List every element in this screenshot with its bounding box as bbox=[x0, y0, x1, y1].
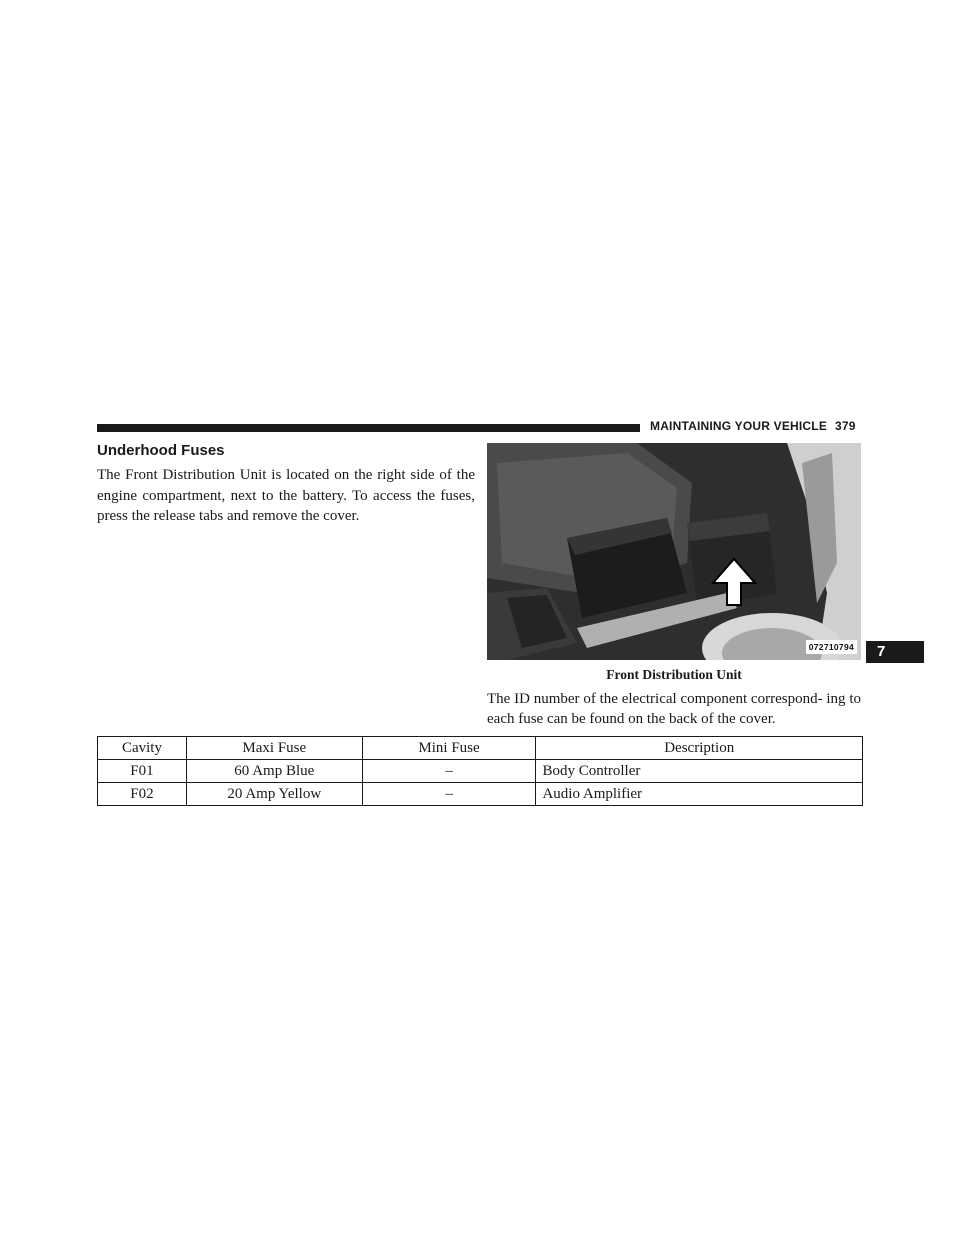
table-header-row bbox=[98, 737, 863, 760]
intro-paragraph: The Front Distribution Unit is located on the right side of the engine compartment, next to the battery. To access the fuses, press the release tabs and remove the cover. bbox=[97, 467, 475, 524]
cell-cavity: F01 bbox=[98, 760, 187, 783]
engine-bay-image bbox=[487, 443, 861, 660]
id-paragraph: The ID number of the electrical component correspond- ing to each fuse can be found on the back of the cover. bbox=[487, 691, 861, 727]
fuse-table bbox=[97, 736, 863, 806]
header-rule bbox=[97, 424, 640, 432]
page-number: 379 bbox=[835, 419, 856, 433]
running-header bbox=[650, 419, 856, 433]
figure-caption: Front Distribution Unit bbox=[606, 667, 742, 682]
cell-cavity: F02 bbox=[98, 783, 187, 806]
cell-description: Body Controller bbox=[536, 760, 863, 783]
cell-mini-fuse: – bbox=[362, 783, 536, 806]
table-row bbox=[98, 783, 863, 806]
front-distribution-unit-photo bbox=[487, 443, 861, 660]
cell-description: Audio Amplifier bbox=[536, 783, 863, 806]
header-maxi-fuse: Maxi Fuse bbox=[186, 737, 362, 760]
section-title: Underhood Fuses bbox=[97, 442, 225, 459]
cell-maxi-fuse: 60 Amp Blue bbox=[186, 760, 362, 783]
figure-code: 072710794 bbox=[806, 640, 857, 654]
cell-maxi-fuse: 20 Amp Yellow bbox=[186, 783, 362, 806]
header-cavity: Cavity bbox=[98, 737, 187, 760]
table-row bbox=[98, 760, 863, 783]
header-section: MAINTAINING YOUR VEHICLE bbox=[650, 419, 828, 433]
header-description: Description bbox=[536, 737, 863, 760]
cell-mini-fuse: – bbox=[362, 760, 536, 783]
chapter-tab: 7 bbox=[866, 641, 924, 663]
header-mini-fuse: Mini Fuse bbox=[362, 737, 536, 760]
